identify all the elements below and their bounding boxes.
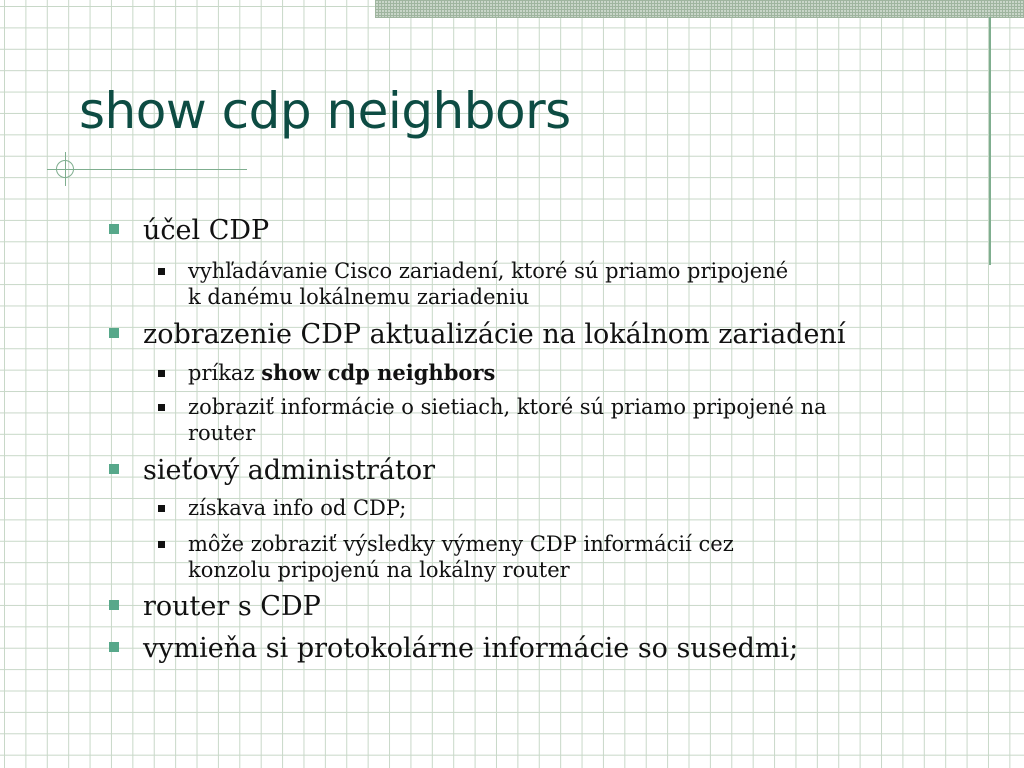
bullet-text: zobrazenie CDP aktualizácie na lokálnom zariadení [143,319,846,350]
small-square-bullet-icon [158,541,165,548]
slide-title: show cdp neighbors [79,82,571,140]
square-bullet-icon [109,464,119,474]
bullet-level2 [188,531,978,583]
bullet-level1 [143,319,845,351]
small-square-bullet-icon [158,404,165,411]
small-square-bullet-icon [158,505,165,512]
bullet-text-prefix: príkaz [188,361,262,385]
bullet-text-line: konzolu pripojenú na lokálny router [188,558,570,582]
bullet-text-line: vyhľadávanie Cisco zariadení, ktoré sú priamo pripojené [188,259,789,283]
bullet-level1 [143,215,269,247]
bullet-level1 [143,455,435,487]
bullet-text: router s CDP [143,591,321,622]
bullet-level2 [188,360,978,386]
square-bullet-icon [109,600,119,610]
bullet-text-line: k danému lokálnemu zariadeniu [188,285,530,309]
bullet-text-line: zobraziť informácie o sietiach, ktoré sú priamo pripojené na [188,395,827,419]
small-square-bullet-icon [158,268,165,275]
bullet-text-line: router [188,421,256,445]
small-square-bullet-icon [158,370,165,377]
bullet-level1 [143,591,321,623]
square-bullet-icon [109,224,119,234]
square-bullet-icon [109,642,119,652]
command-text: show cdp neighbors [261,360,496,385]
bullet-level2 [188,394,978,446]
bullet-text: účel CDP [143,215,270,246]
square-bullet-icon [109,328,119,338]
bullet-text-line [188,360,978,386]
bullet-text: sieťový administrátor [143,455,436,486]
bullet-level2 [188,258,978,310]
bullet-text-line: môže zobraziť výsledky výmeny CDP informácií cez [188,532,734,556]
bullet-level2 [188,495,978,521]
bullet-level1 [143,633,798,665]
bullet-text-line: získava info od CDP; [188,496,407,520]
bullet-text: vymieňa si protokolárne informácie so susedmi; [143,633,799,664]
